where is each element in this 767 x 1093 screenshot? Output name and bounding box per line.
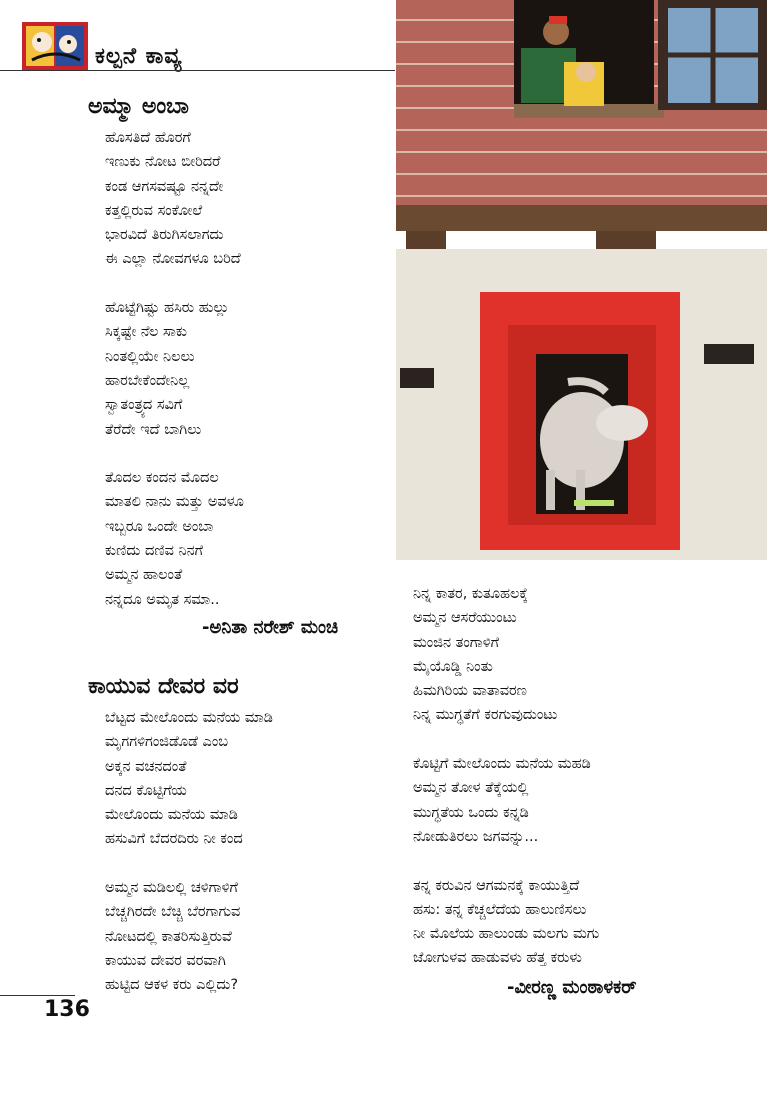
- section-title: ಕಲ್ಪನೆ ಕಾವ್ಯ: [95, 44, 183, 69]
- poem-line: ಮೈಯೊಡ್ಡಿ ನಿಂತು: [413, 658, 493, 675]
- poem-line: ಅಕ್ಕನ ವಚನದಂತೆ: [105, 758, 187, 775]
- stanza-gap: [105, 272, 395, 296]
- poem-line: ಕಾಯುವ ದೇವರ ವರವಾಗಿ: [105, 952, 226, 969]
- poem-line: ಹೊಟ್ಟೆಗಿಷ್ಟು ಹಸಿರು ಹುಲ್ಲು: [105, 300, 230, 317]
- poem-line: ನಿಂತಲ್ಲಿಯೇ ನಿಲಲು: [105, 348, 195, 365]
- poem-line: ಇಣುಕು ನೋಟ ಬೀರಿದರೆ: [105, 154, 221, 171]
- poem-line: ಹಾರಬೇಕೆಂದೇನಿಲ್ಲ: [105, 372, 190, 389]
- poem-line: ಸಿಕ್ಕಷ್ಟೇ ನೆಲ ಸಾಕು: [105, 324, 188, 341]
- footer-rule: [0, 995, 75, 996]
- poem-line: ಭಾರವಿದೆ ತಿರುಗಿಸಲಾಗದು: [105, 227, 224, 244]
- poem-line: ಮೃಗಗಳಿಗಂಜಿಡೊಡೆ ಎಂಬ: [105, 734, 229, 751]
- poem-line: ಕೊಟ್ಟಿಗೆ ಮೇಲೊಂದು ಮನೆಯ ಮಹಡಿ: [413, 756, 591, 773]
- stanza-gap: [413, 728, 753, 752]
- poem2-title: ಕಾಯುವ ದೇವರ ವರ: [88, 674, 239, 699]
- poem-line: ಕತ್ತಲ್ಲಿರುವ ಸಂಕೋಲೆ: [105, 202, 203, 219]
- stanza-gap: [413, 849, 753, 873]
- poem2-author: -ವೀರಣ್ಣ ಮಂಠಾಳಕರ್: [507, 977, 637, 998]
- poem-line: ಬೆಟ್ಟದ ಮೇಲೊಂದು ಮನೆಯ ಮಾಡಿ: [105, 710, 273, 726]
- poem-line: ಅಮ್ಮನ ಆಸರೆಯುಂಟು: [413, 610, 517, 627]
- poem-line: ಹಿಮಗಿರಿಯ ವಾತಾವರಣ: [413, 683, 527, 700]
- stanza-gap: [105, 442, 395, 466]
- poem-line: ದನದ ಕೊಟ್ಟಿಗೆಯ: [105, 782, 187, 799]
- poem-line: ನಿನ್ನ ಕಾತರ, ಕುತೂಹಲಕ್ಕೆ: [413, 586, 528, 602]
- poem-line: ಅಮ್ಮನ ತೋಳ ತೆಕ್ಕೆಯಲ್ಲಿ: [413, 780, 529, 797]
- poem-line: ಅಮ್ಮನ ಹಾಲಂತೆ: [105, 567, 183, 584]
- poem-line: ತನ್ನ ಕರುವಿನ ಆಗಮನಕ್ಕೆ ಕಾಯುತ್ತಿದೆ: [413, 877, 580, 894]
- header-rule: [0, 70, 395, 71]
- poem-line: ಹಸುವಿಗೆ ಬೆದರದಿರು ನೀ ಕಂದ: [105, 831, 243, 848]
- poem-line: ಕಂಡ ಆಗಸವಷ್ಟೂ ನನ್ನದೇ: [105, 178, 224, 195]
- poem2-left-column: [105, 706, 395, 998]
- poem-line: ನೋಡುತಿರಲು ಜಗವನ್ನು...: [413, 828, 539, 845]
- poem2-right-column: [413, 582, 753, 971]
- poem-line: ಇಬ್ಬರೂ ಒಂದೇ ಅಂಬಾ: [105, 518, 214, 535]
- poem-line: ಸ್ವಾತಂತ್ರ್ಯದ ಸವಿಗೆ: [105, 397, 183, 414]
- poem-line: ಈ ಎಲ್ಲಾ ನೋವಗಳೂ ಬರಿದೆ: [105, 251, 241, 268]
- poem-line: ನೋಟದಲ್ಲಿ ಕಾತರಿಸುತ್ತಿರುವೆ: [105, 928, 232, 945]
- poem1-author: -ಅನಿತಾ ನರೇಶ್ ಮಂಚಿ: [202, 617, 339, 638]
- page-number: 136: [44, 997, 90, 1022]
- poem-line: ತೆರೆದೇ ಇದೆ ಬಾಗಿಲು: [105, 421, 202, 438]
- poem-line: ಬೆಚ್ಚಗಿರದೇ ಬೆಚ್ಚಿ ಬೆರಗಾಗುವ: [105, 904, 241, 921]
- stanza-gap: [105, 852, 395, 876]
- poem-line: ನಿನ್ನ ಮುಗ್ಧತೆಗೆ ಕರಗುವುದುಂಟು: [413, 707, 558, 724]
- poem-line: ಅಮ್ಮನ ಮಡಿಲಲ್ಲಿ ಚಳಿಗಾಳಿಗೆ: [105, 880, 238, 897]
- poem-line: ಮುಗ್ಧತೆಯ ಒಂದು ಕನ್ನಡಿ: [413, 804, 529, 821]
- poem-line: ಮಂಜಿನ ತಂಗಾಳಿಗೆ: [413, 634, 500, 651]
- photo-house-window-icon: [396, 0, 767, 560]
- abstract-face-art-icon: [22, 22, 88, 70]
- poem-line: ಕುಣಿದು ದಣಿವ ನಿನಗೆ: [105, 543, 204, 560]
- poem-line: ಹಸು: ತನ್ನ ಕೆಚ್ಚಲೆದೆಯ ಹಾಲುಣಿಸಲು: [413, 901, 587, 918]
- poem-line: ಜೋಗುಳವ ಹಾಡುವಳು ಹೆತ್ತ ಕರುಳು: [413, 950, 582, 967]
- poem-line: ನನ್ನದೂ ಅಮೃತ ಸಮಾ..: [105, 591, 220, 608]
- poem-line: ಮಾತಲಿ ನಾನು ಮತ್ತು ಅವಳೂ: [105, 494, 244, 511]
- poem1-body: [105, 126, 395, 612]
- poem-line: ಮೇಲೊಂದು ಮನೆಯ ಮಾಡಿ: [105, 807, 238, 824]
- poem-line: ಹುಟ್ಟಿದ ಆಕಳ ಕರು ಎಲ್ಲಿದು?: [105, 977, 239, 994]
- poem-line: ತೊದಲ ಕಂದನ ಮೊದಲ: [105, 470, 219, 487]
- poem-line: ನೀ ಮೊಲೆಯ ಹಾಲುಂಡು ಮಲಗು ಮಗು: [413, 926, 600, 943]
- poem-line: ಹೊಸತಿದೆ ಹೊರಗೆ: [105, 130, 191, 146]
- poem1-title: ಅಮ್ಮಾ ಅಂಬಾ: [88, 94, 189, 119]
